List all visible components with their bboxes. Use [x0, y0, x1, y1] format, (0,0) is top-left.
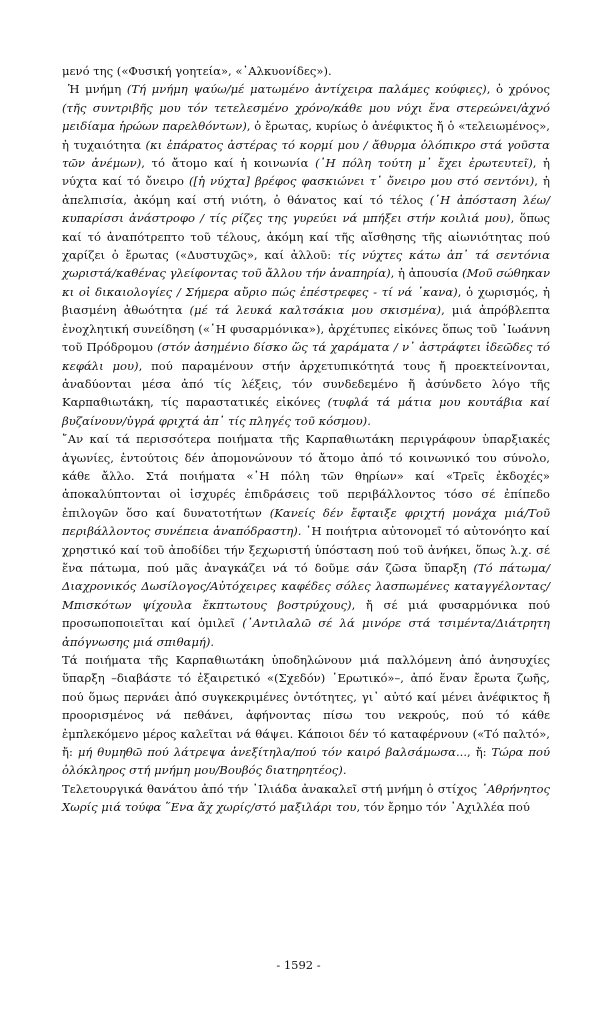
italic-quote: (᾽Αντιλαλῶ σέ λά μινόρε στά τσιμέντα/Διάτρητη ἀπόγνωσης μιά σπιθαμή).	[62, 616, 550, 649]
italic-quote: (Μοῦ σώθηκαν κι οἱ δικαιολογίες / Σήμερα αὔριο πώς ἐπέστρεφες - τί νά ᾽κανα)	[62, 266, 551, 299]
text-run: , ὁ χωρισμός, ἡ βιασμένη ἀθωότητα	[62, 284, 550, 318]
body-text	[62, 62, 550, 817]
italic-quote: τίς νύχτες κάτω ἀπ᾽ τά σεντόνια χωριστά/καθένας γλείφοντας τοῦ ἄλλου τήν ἀναπηρία)	[62, 248, 550, 281]
italic-quote: Τώρα πού ὁλόκληρος στή μνήμη μου/Βουβός διατηρητέος).	[62, 745, 550, 778]
italic-quote: (στόν ἀσημένιο δίσκο ὥς τά χαράματα / ν᾽ ἀστράφτει ἰδεῶδες τό κεφάλι μου)	[62, 340, 550, 373]
text-run: Ἡ μνήμη	[68, 82, 127, 97]
italic-quote: (τῆς συντριβῆς μου τόν τετελεσμένο χρόνο/κάθε μου νύχι ἕνα στερεώνει/ἀχνό μειδίαμα ἡρώων παρελθόντων)	[62, 100, 550, 134]
text-run: , ἡ νύχτα καί τό ὄνειρο	[62, 156, 550, 189]
italic-quote: ᾽Αθρήνητος Χωρίς μιά τούφα ῞Ενα ἄχ χωρίς/στό μαξιλάρι του	[62, 781, 550, 815]
text-run: , ἤ:	[467, 745, 492, 760]
text-run: ῾Η ποιήτρια αὐτονομεῖ τό αὐτονόητο καί χρηστικό καί τοῦ ἀποδίδει τήν ξεχωριστή ὑπόσταση πού τοῦ ἀνήκει, ὅπως λ.χ. σέ ἕνα πάτωμα, πού μᾶς ἀναγκάζει νά τό δοῦμε σάν ζῶσα ὕπαρξη	[62, 524, 550, 575]
italic-quote: (῾Η πόλη τούτη μ᾽ ἔχει ἐρωτευτεῖ)	[315, 156, 533, 171]
page-number: - 1592 -	[276, 958, 321, 972]
text-run: , ἡ ἀπελπισία, ἀκόμη καί στή νιότη, ὁ θάνατος καί τό τέλος	[62, 174, 550, 207]
text-run: , ἤ σέ μιά φυσαρμόνικα πού προσωποποιεῖται καί ὁμιλεῖ	[62, 597, 550, 631]
paragraph	[62, 780, 550, 817]
paragraph	[62, 62, 550, 80]
italic-quote: ([ἡ νύχτα] βρέφος φασκιώνει τ᾽ ὄνειρο μου στό σεντόνι)	[188, 174, 535, 189]
text-run: , ὁ χρόνος	[486, 82, 550, 97]
text-run: , μιά ἀπρόβλεπτα ἐνοχλητική συνείδηση («῾Η φυσαρμόνικα»), ἀρχέτυπες εἰκόνες ὅπως τοῦ ᾽Ιωάννη τοῦ Πρόδρομου	[62, 303, 551, 355]
text-run: Τελετουργικά θανάτου ἀπό τήν ᾽Ιλιάδα ἀνακαλεῖ στή μνήμη ὁ στίχος	[62, 781, 482, 796]
italic-quote: μή θυμηθῶ πού λάτρεψα ἀνεξίτηλα/πού τόν καιρό βαλσάμωσα...	[77, 745, 468, 760]
italic-quote: (μέ τά λευκά καλτσάκια μου σκισμένα)	[189, 303, 442, 318]
italic-quote: (Τή μνήμη ψαύω/μέ ματωμένο ἀντίχειρα παλάμες κούφιες)	[126, 82, 487, 97]
text-run: , τό ἄτομο καί ἡ κοινωνία	[141, 156, 316, 171]
italic-quote: (τυφλά τά μάτια μου κουτάβια καί βυζαίνουν/ὑγρά φριχτά ἀπ᾽ τίς πληγές τοῦ κόσμου).	[62, 395, 550, 428]
text-run: μενό της («Φυσική γοητεία», «᾽Αλκυονίδες»).	[62, 64, 332, 78]
text-run: , τόν ἔρημο τόν ᾽Αχιλλέα πού	[356, 800, 530, 815]
paragraph	[62, 80, 550, 430]
italic-quote: (Κανείς δέν ἔφταιξε φριχτή μονάχα μιά/Τοῦ περιβάλλοντος συνέπεια ἀναπόδραστη).	[62, 505, 551, 539]
text-run: , ἡ ἀπουσία	[390, 266, 463, 281]
italic-quote: (῾Η ἀπόσταση λέω/κυπαρίσσι ἀνάστροφο / τίς ρίζες της γυρεύει νά μπήξει στήν κοιλιά μου)	[62, 192, 550, 226]
text-run: , πού παραμένουν στήν ἀρχετυπικότητά τους ἤ προεκτείνονται, ἀναδύονται μέσα ἀπό τίς λέξεις, τόν συνδεδεμένο ἤ ἀσύνδετο λόγο τῆς Καρπαθιωτάκη, τίς παραστατικές εἰκόνες	[62, 358, 551, 410]
text-run: Τά ποιήματα τῆς Καρπαθιωτάκη ὑποδηλώνουν μιά παλλόμενη ἀπό ἀνησυχίες ὕπαρξη –διαβάστε τό ἐξαιρετικό «(Σχεδόν) ᾽Ερωτικό»–, ἀπό ἕναν ἔρωτα ζωῆς, πού ὅμως περνάει ἀπό συγκεκριμένες ὀντότητες, γι᾽ αὐτό καί μένει ἀνέφικτος ἤ προορισμένος νά πεθάνει, ἀφήνοντας πίσω του νεκρούς, πού τό κάθε ἐμπλεκόμενο μέρος καλεῖται νά θάψει. Κάποιοι δέν τό καταφέρνουν («Τό παλτό», ἤ:	[62, 653, 550, 760]
italic-quote: (κι ἐπάρατος ἀστέρας τό κορμί μου / ἄθυρμα ὁλόπικρο στά γοῦστα τῶν ἀνέμων)	[62, 137, 550, 171]
paragraph	[62, 651, 550, 780]
paragraph	[62, 430, 550, 651]
italic-quote: (Τό πάτωμα/Διαχρονικός Δωσίλογος/Αὐτόχειρες καφέδες σόλες λασπωμένες καταγγέλοντας/Μπισκότων ψίχουλα ἔκπτωτους βοστρύχους)	[62, 560, 550, 612]
text-run: ῎Αν καί τά περισσότερα ποιήματα τῆς Καρπαθιωτάκη περιγράφουν ὑπαρξιακές ἀγωνίες, ἐντούτοις δέν ἀπομονώνουν τό ἄτομο ἀπό τό κοινωνικό του σύνολο, κάθε ἄλλο. Στά ποιήματα «῾Η πόλη τῶν θηρίων» καί «Τρεῖς ἐκδοχές» ἀποκαλύπτονται οἱ ἰσχυρές ἐπιδράσεις τοῦ περιβάλλοντος τόσο σέ ἐπίπεδο ἐπιλογῶν ὅσο καί δυνατοτήτων	[62, 432, 550, 520]
text-run: , ὁ ἔρωτας, κυρίως ὁ ἀνέφικτος ἤ ὁ «τελειωμένος», ἡ τυχαιότητα	[62, 119, 550, 152]
text-run: , ὅπως καί τό ἀναπότρεπτο τοῦ τέλους, ἀκόμη καί τῆς αἴσθησης τῆς αἰωνιότητας πού χαρίζει ὁ ἔρωτας («Δυστυχῶς», καί ἀλλοῦ:	[62, 211, 551, 263]
